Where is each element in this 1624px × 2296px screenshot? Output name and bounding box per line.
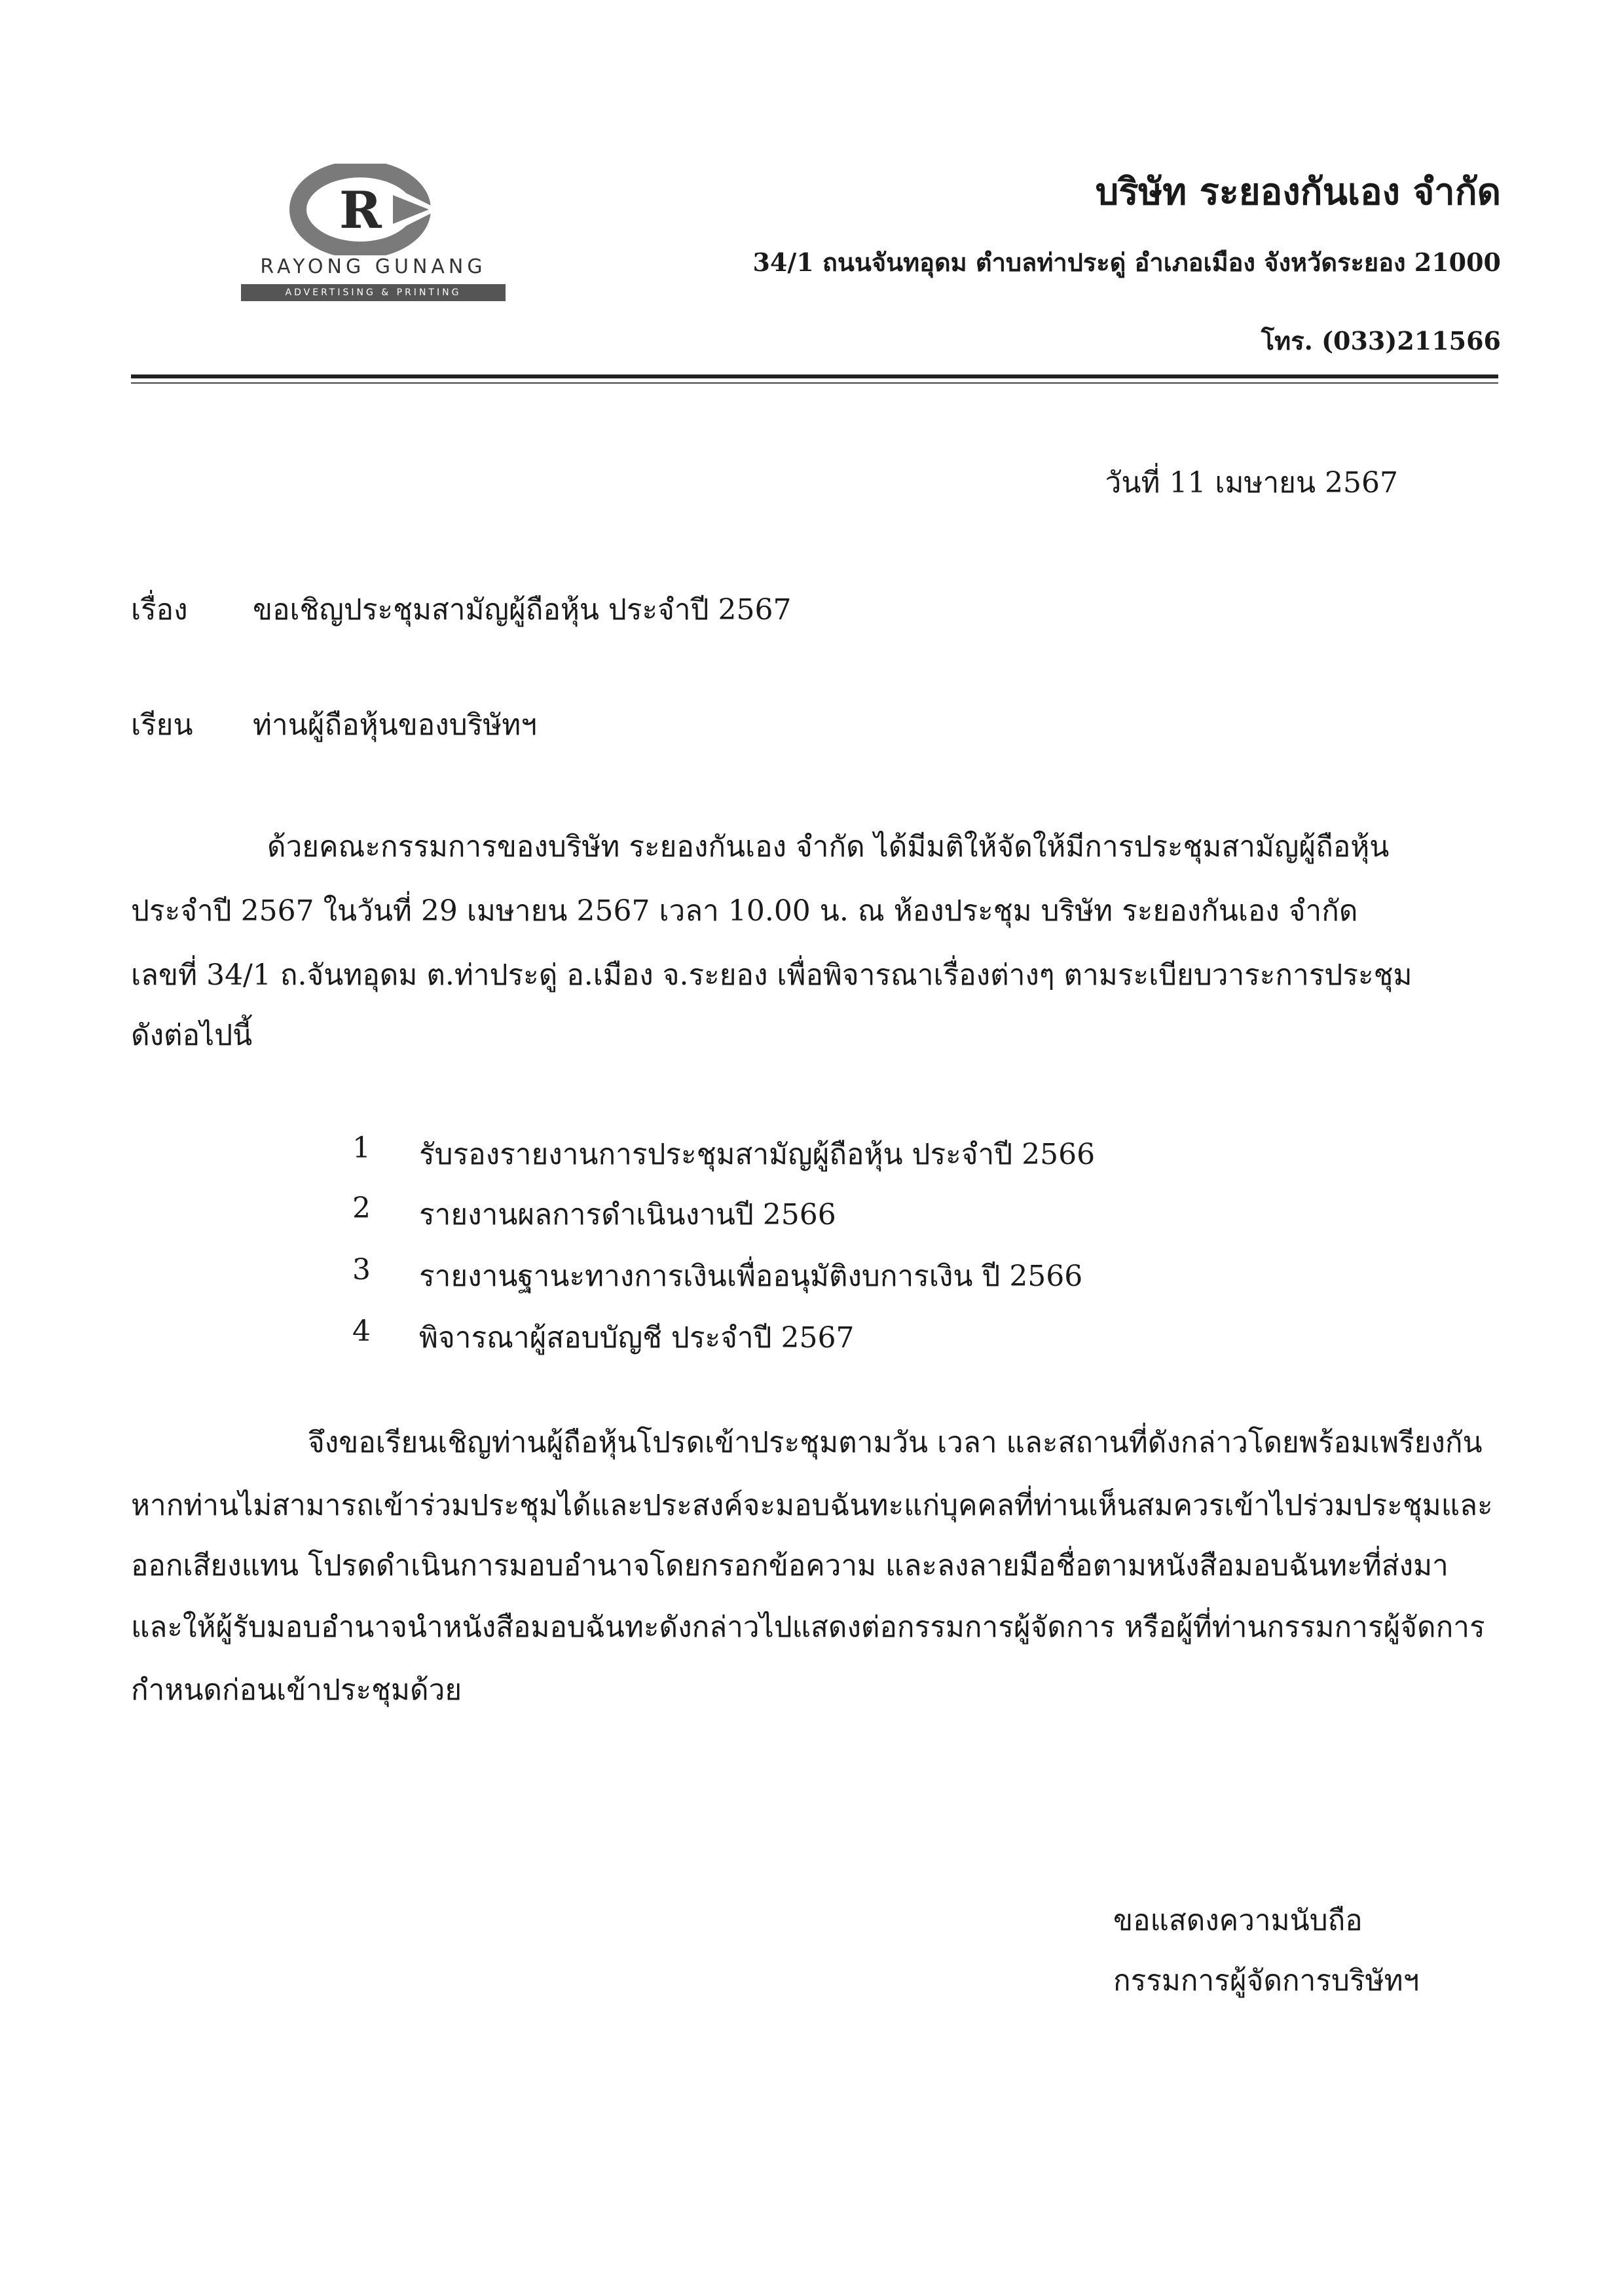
svg-text:R: R [339, 181, 382, 240]
company-address: 34/1 ถนนจันทอุดม ตำบลท่าประดู่ อำเภอเมือง จังหวัดระยอง 21000 [752, 247, 1501, 277]
agenda-item: พิจารณาผู้สอบบัญชี ประจำปี 2567 [419, 1321, 855, 1355]
agenda-number: 2 [352, 1192, 371, 1225]
company-name: บริษัท ระยองกันเอง จำกัด [1095, 170, 1501, 213]
rg-logo-icon [288, 164, 445, 255]
paragraph2-line: จึงขอเรียนเชิญท่านผู้ถือหุ้นโปรดเข้าประชุมตามวัน เวลา และสถานที่ดังกล่าวโดยพร้อมเพรียงกัน [308, 1426, 1483, 1459]
paragraph2-line: ออกเสียงแทน โปรดดำเนินการมอบอำนาจโดยกรอกข้อความ และลงลายมือชื่อตามหนังสือมอบฉันทะที่ส่งมา [131, 1549, 1449, 1582]
header-divider-thin [131, 382, 1498, 384]
paragraph1-line: เลขที่ 34/1 ถ.จันทอุดม ต.ท่าประดู่ อ.เมือง จ.ระยอง เพื่อพิจารณาเรื่องต่างๆ ตามระเบียบวาระการประชุม [131, 958, 1412, 992]
logo-brand-text: RAYONG GUNANG [260, 255, 487, 278]
agenda-number: 1 [352, 1131, 371, 1165]
paragraph2-line: กำหนดก่อนเข้าประชุมด้วย [131, 1673, 462, 1707]
subject-text: ขอเชิญประชุมสามัญผู้ถือหุ้น ประจำปี 2567 [253, 593, 792, 627]
agenda-item: รายงานฐานะทางการเงินเพื่ออนุมัติงบการเงิน ปี 2566 [419, 1260, 1083, 1293]
paragraph1-line: ดังต่อไปนี้ [131, 1019, 253, 1052]
paragraph2-line: หากท่านไม่สามารถเข้าร่วมประชุมได้และประสงค์จะมอบฉันทะแก่บุคคลที่ท่านเห็นสมควรเข้าไปร่วมประชุมและ [131, 1489, 1493, 1522]
paragraph1-line: ด้วยคณะกรรมการของบริษัท ระยองกันเอง จำกัด ได้มีมติให้จัดให้มีการประชุมสามัญผู้ถือหุ้น [267, 830, 1390, 864]
recipient-label: เรียน [131, 708, 193, 742]
agenda-number: 4 [352, 1315, 371, 1348]
closing-text: ขอแสดงความนับถือ [1113, 1904, 1363, 1937]
company-logo [223, 164, 524, 308]
recipient-text: ท่านผู้ถือหุ้นของบริษัทฯ [253, 708, 537, 742]
agenda-item: รายงานผลการดำเนินงานปี 2566 [419, 1198, 836, 1231]
logo-tagline: ADVERTISING & PRINTING [241, 284, 506, 301]
signatory-title: กรรมการผู้จัดการบริษัทฯ [1113, 1964, 1420, 1997]
paragraph2-line: และให้ผู้รับมอบอำนาจนำหนังสือมอบฉันทะดังกล่าวไปแสดงต่อกรรมการผู้จัดการ หรือผู้ที่ท่านกรรมการผู้จัดการ [131, 1611, 1485, 1644]
header-divider-thick [131, 374, 1498, 378]
letter-date: วันที่ 11 เมษายน 2567 [1105, 466, 1398, 500]
subject-label: เรื่อง [131, 593, 188, 627]
paragraph1-line: ประจำปี 2567 ในวันที่ 29 เมษายน 2567 เวลา 10.00 น. ณ ห้องประชุม บริษัท ระยองกันเอง จำกัด [131, 894, 1358, 928]
agenda-number: 3 [352, 1253, 371, 1286]
agenda-item: รับรองรายงานการประชุมสามัญผู้ถือหุ้น ประจำปี 2566 [419, 1138, 1096, 1171]
company-phone: โทร. (033)211566 [1261, 326, 1501, 355]
